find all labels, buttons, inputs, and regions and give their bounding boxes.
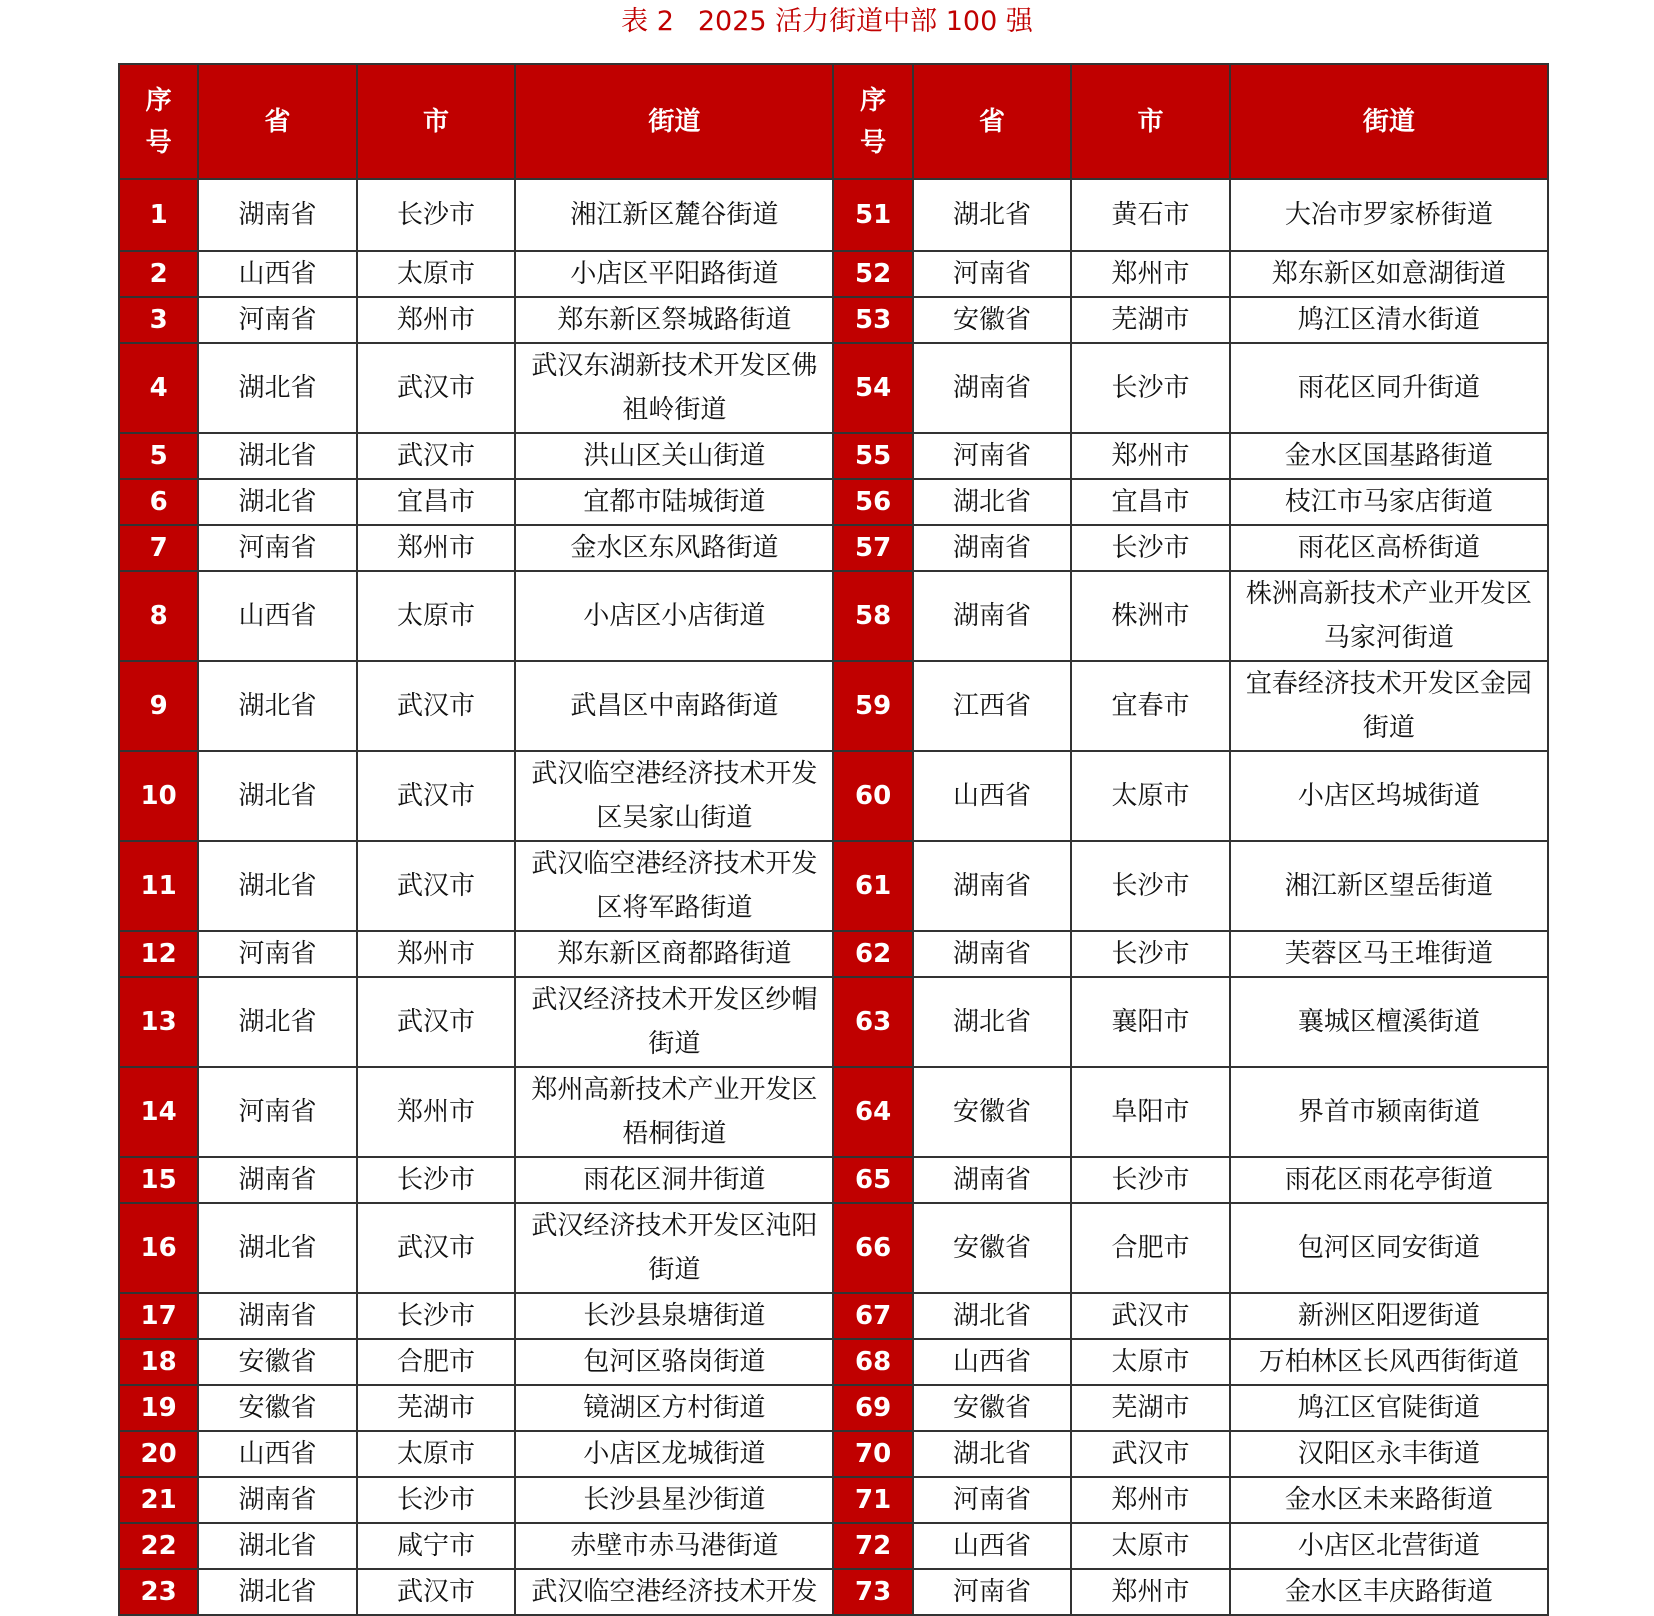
cell-city: 郑州市 [357,1067,516,1157]
cell-province: 湖南省 [913,525,1072,571]
cell-province: 安徽省 [913,1385,1072,1431]
cell-province: 湖南省 [198,179,357,251]
table-row [119,931,1548,977]
cell-index: 67 [833,1293,912,1339]
cell-city: 郑州市 [1071,1569,1230,1615]
table-row [119,661,1548,751]
cell-city: 太原市 [1071,1523,1230,1569]
cell-index: 53 [833,297,912,343]
cell-province: 湖北省 [913,179,1072,251]
cell-province: 湖北省 [913,479,1072,525]
cell-city: 长沙市 [357,179,516,251]
cell-province: 湖南省 [198,1293,357,1339]
cell-street: 洪山区关山街道 [515,433,833,479]
header-index: 序 号 [833,64,912,179]
cell-street: 武汉经济技术开发区沌阳街道 [515,1203,833,1293]
cell-street: 雨花区高桥街道 [1230,525,1548,571]
cell-index: 14 [119,1067,198,1157]
cell-street: 湘江新区麓谷街道 [515,179,833,251]
cell-city: 长沙市 [1071,525,1230,571]
cell-city: 武汉市 [357,343,516,433]
cell-city: 长沙市 [1071,841,1230,931]
cell-street: 武汉临空港经济技术开发区吴家山街道 [515,751,833,841]
table-number: 表 2 [621,6,674,37]
header-row [119,64,1548,179]
cell-index: 61 [833,841,912,931]
cell-province: 河南省 [913,1477,1072,1523]
table-row [119,251,1548,297]
cell-index: 59 [833,661,912,751]
ranking-table [118,63,1549,1616]
cell-province: 湖北省 [198,661,357,751]
cell-street: 郑东新区祭城路街道 [515,297,833,343]
cell-city: 太原市 [357,1431,516,1477]
cell-city: 芜湖市 [1071,1385,1230,1431]
cell-city: 武汉市 [1071,1293,1230,1339]
cell-index: 3 [119,297,198,343]
cell-street: 雨花区同升街道 [1230,343,1548,433]
cell-province: 湖北省 [198,977,357,1067]
cell-index: 54 [833,343,912,433]
cell-province: 河南省 [913,1569,1072,1615]
cell-street: 界首市颍南街道 [1230,1067,1548,1157]
cell-street: 小店区龙城街道 [515,1431,833,1477]
cell-province: 湖北省 [198,1569,357,1615]
cell-street: 新洲区阳逻街道 [1230,1293,1548,1339]
cell-province: 湖北省 [913,1293,1072,1339]
cell-street: 金水区未来路街道 [1230,1477,1548,1523]
cell-province: 湖南省 [198,1477,357,1523]
table-row [119,433,1548,479]
cell-index: 8 [119,571,198,661]
cell-province: 湖北省 [198,433,357,479]
cell-province: 河南省 [198,1067,357,1157]
cell-city: 武汉市 [357,1203,516,1293]
cell-city: 芜湖市 [357,1385,516,1431]
cell-index: 9 [119,661,198,751]
cell-street: 雨花区雨花亭街道 [1230,1157,1548,1203]
cell-province: 河南省 [913,433,1072,479]
cell-street: 枝江市马家店街道 [1230,479,1548,525]
table-row [119,977,1548,1067]
cell-city: 咸宁市 [357,1523,516,1569]
header-city: 市 [357,64,516,179]
cell-province: 湖北省 [198,1523,357,1569]
cell-index: 1 [119,179,198,251]
cell-city: 宜春市 [1071,661,1230,751]
cell-province: 湖南省 [913,1157,1072,1203]
cell-index: 68 [833,1339,912,1385]
cell-street: 郑州高新技术产业开发区梧桐街道 [515,1067,833,1157]
cell-province: 河南省 [198,525,357,571]
cell-index: 58 [833,571,912,661]
cell-index: 2 [119,251,198,297]
cell-index: 20 [119,1431,198,1477]
cell-index: 6 [119,479,198,525]
cell-street: 郑东新区如意湖街道 [1230,251,1548,297]
cell-province: 湖北省 [198,751,357,841]
cell-province: 山西省 [913,751,1072,841]
cell-street: 鸠江区官陡街道 [1230,1385,1548,1431]
cell-index: 11 [119,841,198,931]
cell-province: 湖北省 [198,479,357,525]
cell-index: 70 [833,1431,912,1477]
cell-city: 郑州市 [357,297,516,343]
cell-province: 湖南省 [913,571,1072,661]
table-row [119,343,1548,433]
cell-province: 河南省 [913,251,1072,297]
cell-index: 69 [833,1385,912,1431]
cell-city: 武汉市 [357,1569,516,1615]
table-row [119,479,1548,525]
cell-city: 太原市 [1071,751,1230,841]
cell-street: 宜都市陆城街道 [515,479,833,525]
cell-city: 太原市 [1071,1339,1230,1385]
cell-province: 湖南省 [198,1157,357,1203]
table-row [119,1339,1548,1385]
cell-city: 长沙市 [1071,1157,1230,1203]
cell-city: 长沙市 [357,1293,516,1339]
cell-city: 武汉市 [357,751,516,841]
cell-street: 包河区骆岗街道 [515,1339,833,1385]
cell-index: 72 [833,1523,912,1569]
table-row [119,841,1548,931]
cell-index: 57 [833,525,912,571]
cell-index: 63 [833,977,912,1067]
cell-street: 小店区坞城街道 [1230,751,1548,841]
cell-street: 小店区北营街道 [1230,1523,1548,1569]
table-row [119,751,1548,841]
cell-index: 12 [119,931,198,977]
cell-province: 安徽省 [198,1339,357,1385]
cell-index: 65 [833,1157,912,1203]
cell-index: 17 [119,1293,198,1339]
cell-street: 长沙县星沙街道 [515,1477,833,1523]
cell-province: 湖北省 [198,343,357,433]
cell-street: 镜湖区方村街道 [515,1385,833,1431]
cell-index: 55 [833,433,912,479]
cell-province: 江西省 [913,661,1072,751]
cell-city: 合肥市 [1071,1203,1230,1293]
cell-index: 73 [833,1569,912,1615]
cell-street: 武汉临空港经济技术开发区将军路街道 [515,841,833,931]
cell-city: 太原市 [357,571,516,661]
cell-index: 18 [119,1339,198,1385]
header-city: 市 [1071,64,1230,179]
cell-street: 包河区同安街道 [1230,1203,1548,1293]
cell-index: 71 [833,1477,912,1523]
cell-city: 长沙市 [1071,343,1230,433]
cell-province: 河南省 [198,297,357,343]
header-street: 街道 [1230,64,1548,179]
cell-index: 5 [119,433,198,479]
cell-city: 阜阳市 [1071,1067,1230,1157]
cell-street: 小店区平阳路街道 [515,251,833,297]
cell-city: 宜昌市 [357,479,516,525]
table-row [119,1067,1548,1157]
cell-index: 62 [833,931,912,977]
cell-index: 21 [119,1477,198,1523]
cell-city: 株洲市 [1071,571,1230,661]
cell-city: 长沙市 [1071,931,1230,977]
cell-city: 襄阳市 [1071,977,1230,1067]
cell-index: 60 [833,751,912,841]
cell-street: 赤壁市赤马港街道 [515,1523,833,1569]
cell-city: 合肥市 [357,1339,516,1385]
cell-index: 51 [833,179,912,251]
cell-street: 金水区丰庆路街道 [1230,1569,1548,1615]
cell-street: 万柏林区长风西街街道 [1230,1339,1548,1385]
cell-street: 大冶市罗家桥街道 [1230,179,1548,251]
cell-province: 山西省 [198,1431,357,1477]
table-caption: 2025 活力街道中部 100 强 [697,6,1033,37]
cell-province: 湖北省 [198,841,357,931]
cell-province: 湖南省 [913,343,1072,433]
cell-province: 山西省 [913,1523,1072,1569]
cell-city: 芜湖市 [1071,297,1230,343]
cell-index: 52 [833,251,912,297]
cell-street: 小店区小店街道 [515,571,833,661]
cell-province: 河南省 [198,931,357,977]
cell-city: 长沙市 [357,1157,516,1203]
cell-city: 长沙市 [357,1477,516,1523]
cell-province: 湖北省 [198,1203,357,1293]
cell-index: 13 [119,977,198,1067]
cell-street: 芙蓉区马王堆街道 [1230,931,1548,977]
cell-city: 武汉市 [357,841,516,931]
cell-city: 武汉市 [1071,1431,1230,1477]
table-row [119,1523,1548,1569]
cell-province: 山西省 [198,571,357,661]
cell-province: 湖南省 [913,931,1072,977]
cell-street: 金水区东风路街道 [515,525,833,571]
cell-index: 22 [119,1523,198,1569]
cell-city: 郑州市 [357,525,516,571]
cell-index: 16 [119,1203,198,1293]
cell-city: 黄石市 [1071,179,1230,251]
cell-city: 郑州市 [1071,251,1230,297]
cell-city: 武汉市 [357,433,516,479]
cell-province: 湖北省 [913,1431,1072,1477]
cell-province: 湖南省 [913,841,1072,931]
header-province: 省 [913,64,1072,179]
cell-street: 郑东新区商都路街道 [515,931,833,977]
table-title [0,4,1654,40]
table-row [119,525,1548,571]
cell-street: 武汉经济技术开发区纱帽街道 [515,977,833,1067]
cell-province: 湖北省 [913,977,1072,1067]
cell-city: 郑州市 [1071,1477,1230,1523]
cell-street: 武汉东湖新技术开发区佛祖岭街道 [515,343,833,433]
cell-city: 武汉市 [357,977,516,1067]
table-row [119,179,1548,251]
cell-street: 襄城区檀溪街道 [1230,977,1548,1067]
cell-province: 安徽省 [913,1203,1072,1293]
cell-index: 10 [119,751,198,841]
table-row [119,297,1548,343]
cell-street: 金水区国基路街道 [1230,433,1548,479]
cell-street: 雨花区洞井街道 [515,1157,833,1203]
cell-index: 64 [833,1067,912,1157]
cell-street: 湘江新区望岳街道 [1230,841,1548,931]
table-row [119,571,1548,661]
cell-city: 太原市 [357,251,516,297]
cell-index: 56 [833,479,912,525]
cell-street: 武昌区中南路街道 [515,661,833,751]
cell-province: 山西省 [913,1339,1072,1385]
header-street: 街道 [515,64,833,179]
table-row [119,1203,1548,1293]
cell-city: 宜昌市 [1071,479,1230,525]
header-province: 省 [198,64,357,179]
table-row [119,1385,1548,1431]
table-row [119,1431,1548,1477]
cell-city: 郑州市 [357,931,516,977]
cell-province: 安徽省 [913,1067,1072,1157]
cell-street: 宜春经济技术开发区金园街道 [1230,661,1548,751]
table-row [119,1293,1548,1339]
cell-city: 武汉市 [357,661,516,751]
cell-province: 山西省 [198,251,357,297]
cell-street: 武汉临空港经济技术开发 [515,1569,833,1615]
cell-index: 23 [119,1569,198,1615]
table-body [119,179,1548,1615]
table-row [119,1477,1548,1523]
header-index: 序 号 [119,64,198,179]
cell-province: 安徽省 [913,297,1072,343]
cell-city: 郑州市 [1071,433,1230,479]
cell-street: 汉阳区永丰街道 [1230,1431,1548,1477]
cell-index: 19 [119,1385,198,1431]
cell-index: 4 [119,343,198,433]
cell-street: 株洲高新技术产业开发区马家河街道 [1230,571,1548,661]
cell-index: 15 [119,1157,198,1203]
table-row [119,1157,1548,1203]
cell-street: 鸠江区清水街道 [1230,297,1548,343]
cell-province: 安徽省 [198,1385,357,1431]
cell-index: 7 [119,525,198,571]
cell-index: 66 [833,1203,912,1293]
cell-street: 长沙县泉塘街道 [515,1293,833,1339]
table-row [119,1569,1548,1615]
